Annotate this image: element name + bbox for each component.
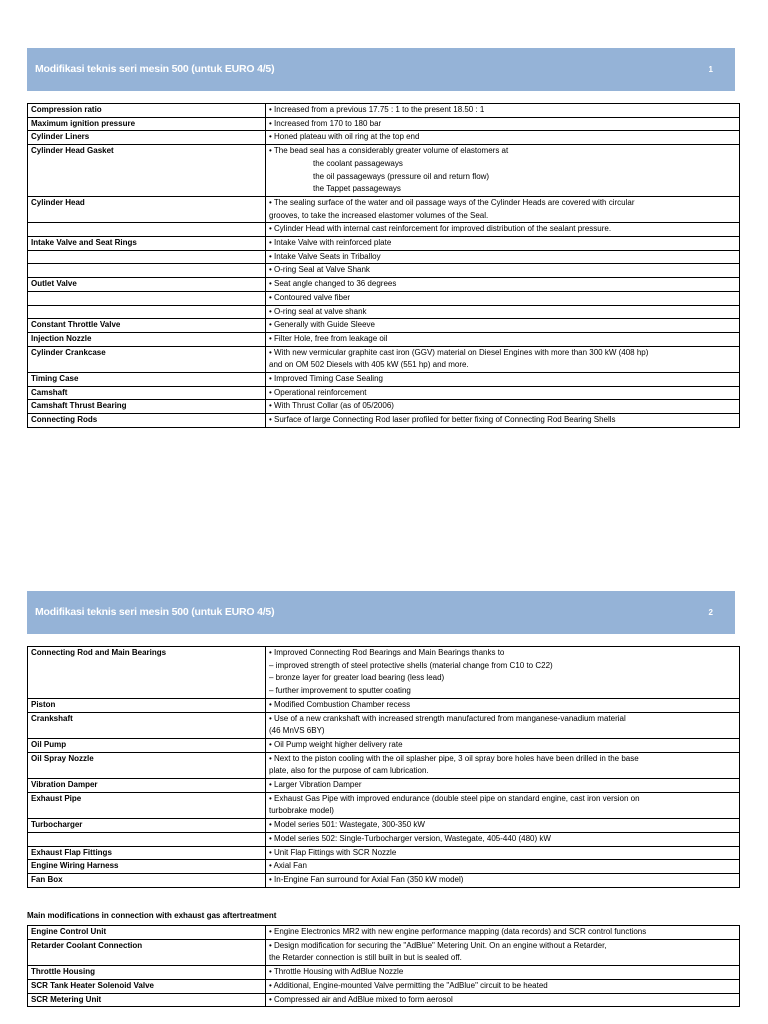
spec-value-line: • Cylinder Head with internal cast reinforcement for improved distribution of the sealant pressure.	[269, 224, 612, 234]
table-row	[28, 647, 740, 699]
spec-value	[266, 104, 740, 118]
spec-value-line: • Axial Fan	[269, 861, 307, 871]
spec-value	[266, 264, 740, 278]
spec-label: Maximum ignition pressure	[28, 117, 266, 131]
spec-value-line: • Model series 502: Single-Turbocharger version, Wastegate, 405-440 (480) kW	[269, 833, 551, 843]
spec-label: SCR Tank Heater Solenoid Valve	[28, 979, 266, 993]
spec-value	[266, 319, 740, 333]
spec-value-line: • The sealing surface of the water and oil passage ways of the Cylinder Heads are covered with circular	[269, 197, 635, 207]
spec-value-line: • Intake Valve Seats in Triballoy	[269, 251, 381, 261]
table-row	[28, 698, 740, 712]
spec-label: Camshaft Thrust Bearing	[28, 400, 266, 414]
spec-value	[266, 250, 740, 264]
spec-value-line: – further improvement to sputter coating	[269, 686, 411, 696]
spec-value	[266, 131, 740, 145]
spec-value-line: • Engine Electronics MR2 with new engine performance mapping (data records) and SCR control functions	[269, 927, 647, 936]
spec-value-line: • Next to the piston cooling with the oil splasher pipe, 3 oil spray bore holes have been drilled in the base	[269, 753, 639, 763]
spec-value-subitem: the oil passageways (pressure oil and return flow)	[313, 171, 490, 181]
spec-value-line: the Retarder connection is still built in but is sealed off.	[269, 953, 462, 963]
table-row	[28, 386, 740, 400]
table-row	[28, 966, 740, 980]
spec-value	[266, 346, 740, 372]
spec-value	[266, 647, 740, 699]
table-row	[28, 400, 740, 414]
spec-value-line: • Improved Connecting Rod Bearings and Main Bearings thanks to	[269, 648, 505, 657]
spec-value	[266, 738, 740, 752]
table-row	[28, 264, 740, 278]
section-1-title: Modifikasi teknis seri mesin 500 (untuk EURO 4/5)	[35, 63, 275, 75]
spec-value	[266, 819, 740, 833]
spec-label	[28, 250, 266, 264]
table-row	[28, 414, 740, 428]
spec-value-line: • Increased from a previous 17.75 : 1 to the present 18.50 : 1	[269, 105, 485, 114]
spec-value	[266, 332, 740, 346]
spec-value	[266, 979, 740, 993]
table-row	[28, 346, 740, 372]
spec-label: Cylinder Crankcase	[28, 346, 266, 372]
spec-value-line: plate, also for the purpose of cam lubrication.	[269, 766, 429, 776]
spec-value-line: • Exhaust Gas Pipe with improved endurance (double steel pipe on standard engine, cast iron version on	[269, 793, 640, 803]
spec-value	[266, 832, 740, 846]
table-row	[28, 332, 740, 346]
table-row	[28, 819, 740, 833]
spec-value	[266, 926, 740, 940]
spec-label: SCR Metering Unit	[28, 993, 266, 1007]
spec-value	[266, 305, 740, 319]
table-row	[28, 979, 740, 993]
spec-value	[266, 117, 740, 131]
spec-label: Engine Wiring Harness	[28, 860, 266, 874]
table-row	[28, 278, 740, 292]
spec-label: Connecting Rods	[28, 414, 266, 428]
spec-value-line: • Compressed air and AdBlue mixed to form aerosol	[269, 994, 453, 1004]
spec-label: Injection Nozzle	[28, 332, 266, 346]
spec-label: Retarder Coolant Connection	[28, 939, 266, 965]
spec-label: Outlet Valve	[28, 278, 266, 292]
table-row	[28, 779, 740, 793]
table-row	[28, 738, 740, 752]
spec-label: Throttle Housing	[28, 966, 266, 980]
table-row	[28, 250, 740, 264]
section-1-page-number: 1	[708, 65, 713, 74]
spec-value-line: • Improved Timing Case Sealing	[269, 374, 383, 384]
spec-value	[266, 278, 740, 292]
spec-value-line: • Additional, Engine-mounted Valve permitting the "AdBlue" circuit to be heated	[269, 980, 548, 990]
section-2-page-number: 2	[708, 608, 713, 617]
spec-label: Exhaust Flap Fittings	[28, 846, 266, 860]
spec-value-line: • Filter Hole, free from leakage oil	[269, 333, 388, 343]
table-row	[28, 939, 740, 965]
spec-label: Constant Throttle Valve	[28, 319, 266, 333]
spec-label	[28, 223, 266, 237]
spec-value-subitem: the Tappet passageways	[313, 184, 401, 194]
spec-value-line: • Generally with Guide Sleeve	[269, 320, 375, 330]
spec-label: Oil Pump	[28, 738, 266, 752]
spec-value-line: • With Thrust Collar (as of 05/2006)	[269, 401, 394, 411]
spec-label	[28, 291, 266, 305]
spec-value	[266, 779, 740, 793]
spec-value	[266, 993, 740, 1007]
spec-value-line: – bronze layer for greater load bearing (less lead)	[269, 673, 445, 683]
spec-label: Turbocharger	[28, 819, 266, 833]
table-row	[28, 237, 740, 251]
spec-value	[266, 291, 740, 305]
spec-value-line: • Model series 501: Wastegate, 300-350 kW	[269, 820, 425, 830]
spec-value-line: • Honed plateau with oil ring at the top end	[269, 132, 420, 142]
spec-value	[266, 373, 740, 387]
spec-label: Fan Box	[28, 873, 266, 887]
spec-value-line: • With new vermicular graphite cast iron (GGV) material on Diesel Engines with more than 300 kW (408 hp)	[269, 347, 649, 357]
table-row	[28, 305, 740, 319]
spec-value	[266, 939, 740, 965]
table-row	[28, 145, 740, 197]
spec-value	[266, 196, 740, 222]
spec-label: Crankshaft	[28, 712, 266, 738]
spec-value-line: and on OM 502 Diesels with 405 kW (551 hp) and more.	[269, 360, 469, 370]
spec-value	[266, 145, 740, 197]
table-row	[28, 752, 740, 778]
spec-value	[266, 414, 740, 428]
spec-label: Camshaft	[28, 386, 266, 400]
spec-value-line: • Use of a new crankshaft with increased strength manufactured from manganese-vanadium material	[269, 713, 626, 723]
table-row	[28, 319, 740, 333]
spec-label	[28, 264, 266, 278]
table-row	[28, 712, 740, 738]
table-row	[28, 291, 740, 305]
spec-table-3	[27, 925, 740, 1007]
spec-value	[266, 698, 740, 712]
spec-table-2	[27, 646, 740, 888]
spec-value	[266, 712, 740, 738]
spec-value	[266, 386, 740, 400]
table-row	[28, 104, 740, 118]
spec-label: Vibration Damper	[28, 779, 266, 793]
spec-value	[266, 237, 740, 251]
table-row	[28, 926, 740, 940]
table-row	[28, 873, 740, 887]
spec-value-line: • Surface of large Connecting Rod laser profiled for better fixing of Connecting Rod Bearing Shells	[269, 415, 616, 425]
spec-label: Connecting Rod and Main Bearings	[28, 647, 266, 699]
spec-value-line: – improved strength of steel protective shells (material change from C10 to C22)	[269, 660, 553, 670]
aftertreatment-heading: Main modifications in connection with exhaust gas aftertreatment	[27, 911, 277, 920]
spec-table-1	[27, 103, 740, 428]
spec-label	[28, 305, 266, 319]
spec-value-line: • Throttle Housing with AdBlue Nozzle	[269, 967, 404, 977]
spec-value-line: • O-ring seal at valve shank	[269, 306, 367, 316]
section-1-banner	[27, 48, 735, 91]
spec-value-line: grooves, to take the increased elastomer volumes of the Seal.	[269, 210, 489, 220]
table-row	[28, 860, 740, 874]
spec-value-subitem: the coolant passageways	[313, 158, 403, 168]
spec-value-line: • The bead seal has a considerably greater volume of elastomers at	[269, 146, 509, 156]
spec-label: Cylinder Head	[28, 196, 266, 222]
table-row	[28, 196, 740, 222]
spec-label: Engine Control Unit	[28, 926, 266, 940]
section-2-title: Modifikasi teknis seri mesin 500 (untuk EURO 4/5)	[35, 606, 275, 618]
spec-value-line: • Oil Pump weight higher delivery rate	[269, 739, 403, 749]
spec-label: Compression ratio	[28, 104, 266, 118]
table-row	[28, 223, 740, 237]
table-row	[28, 131, 740, 145]
spec-value	[266, 846, 740, 860]
table-row	[28, 993, 740, 1007]
spec-value	[266, 223, 740, 237]
spec-value-line: • In-Engine Fan surround for Axial Fan (350 kW model)	[269, 874, 464, 884]
spec-label: Cylinder Head Gasket	[28, 145, 266, 197]
table-row	[28, 792, 740, 818]
spec-value-line: • Intake Valve with reinforced plate	[269, 238, 392, 248]
spec-value-line: • Increased from 170 to 180 bar	[269, 118, 382, 128]
spec-value-line: • Unit Flap Fittings with SCR Nozzle	[269, 847, 397, 857]
spec-value	[266, 792, 740, 818]
spec-value	[266, 873, 740, 887]
spec-label: Cylinder Liners	[28, 131, 266, 145]
spec-value-line: • Operational reinforcement	[269, 387, 367, 397]
spec-label: Intake Valve and Seat Rings	[28, 237, 266, 251]
spec-value-line: • Larger Vibration Damper	[269, 780, 362, 790]
spec-value	[266, 400, 740, 414]
section-2-banner	[27, 591, 735, 634]
spec-value-line: • Contoured valve fiber	[269, 292, 351, 302]
spec-value-line: turbobrake model)	[269, 806, 334, 816]
spec-label: Timing Case	[28, 373, 266, 387]
spec-value	[266, 752, 740, 778]
spec-label: Oil Spray Nozzle	[28, 752, 266, 778]
table-row	[28, 846, 740, 860]
table-row	[28, 832, 740, 846]
spec-value-line: • O-ring Seal at Valve Shank	[269, 265, 370, 275]
spec-value-line: (46 MnVS 6BY)	[269, 726, 325, 736]
spec-value-line: • Modified Combustion Chamber recess	[269, 699, 411, 709]
spec-value-line: • Seat angle changed to 36 degrees	[269, 279, 397, 289]
spec-label	[28, 832, 266, 846]
spec-label: Piston	[28, 698, 266, 712]
spec-value	[266, 860, 740, 874]
spec-value	[266, 966, 740, 980]
spec-label: Exhaust Pipe	[28, 792, 266, 818]
table-row	[28, 117, 740, 131]
spec-value-line: • Design modification for securing the "AdBlue" Metering Unit. On an engine without a Retarder,	[269, 940, 607, 950]
table-row	[28, 373, 740, 387]
